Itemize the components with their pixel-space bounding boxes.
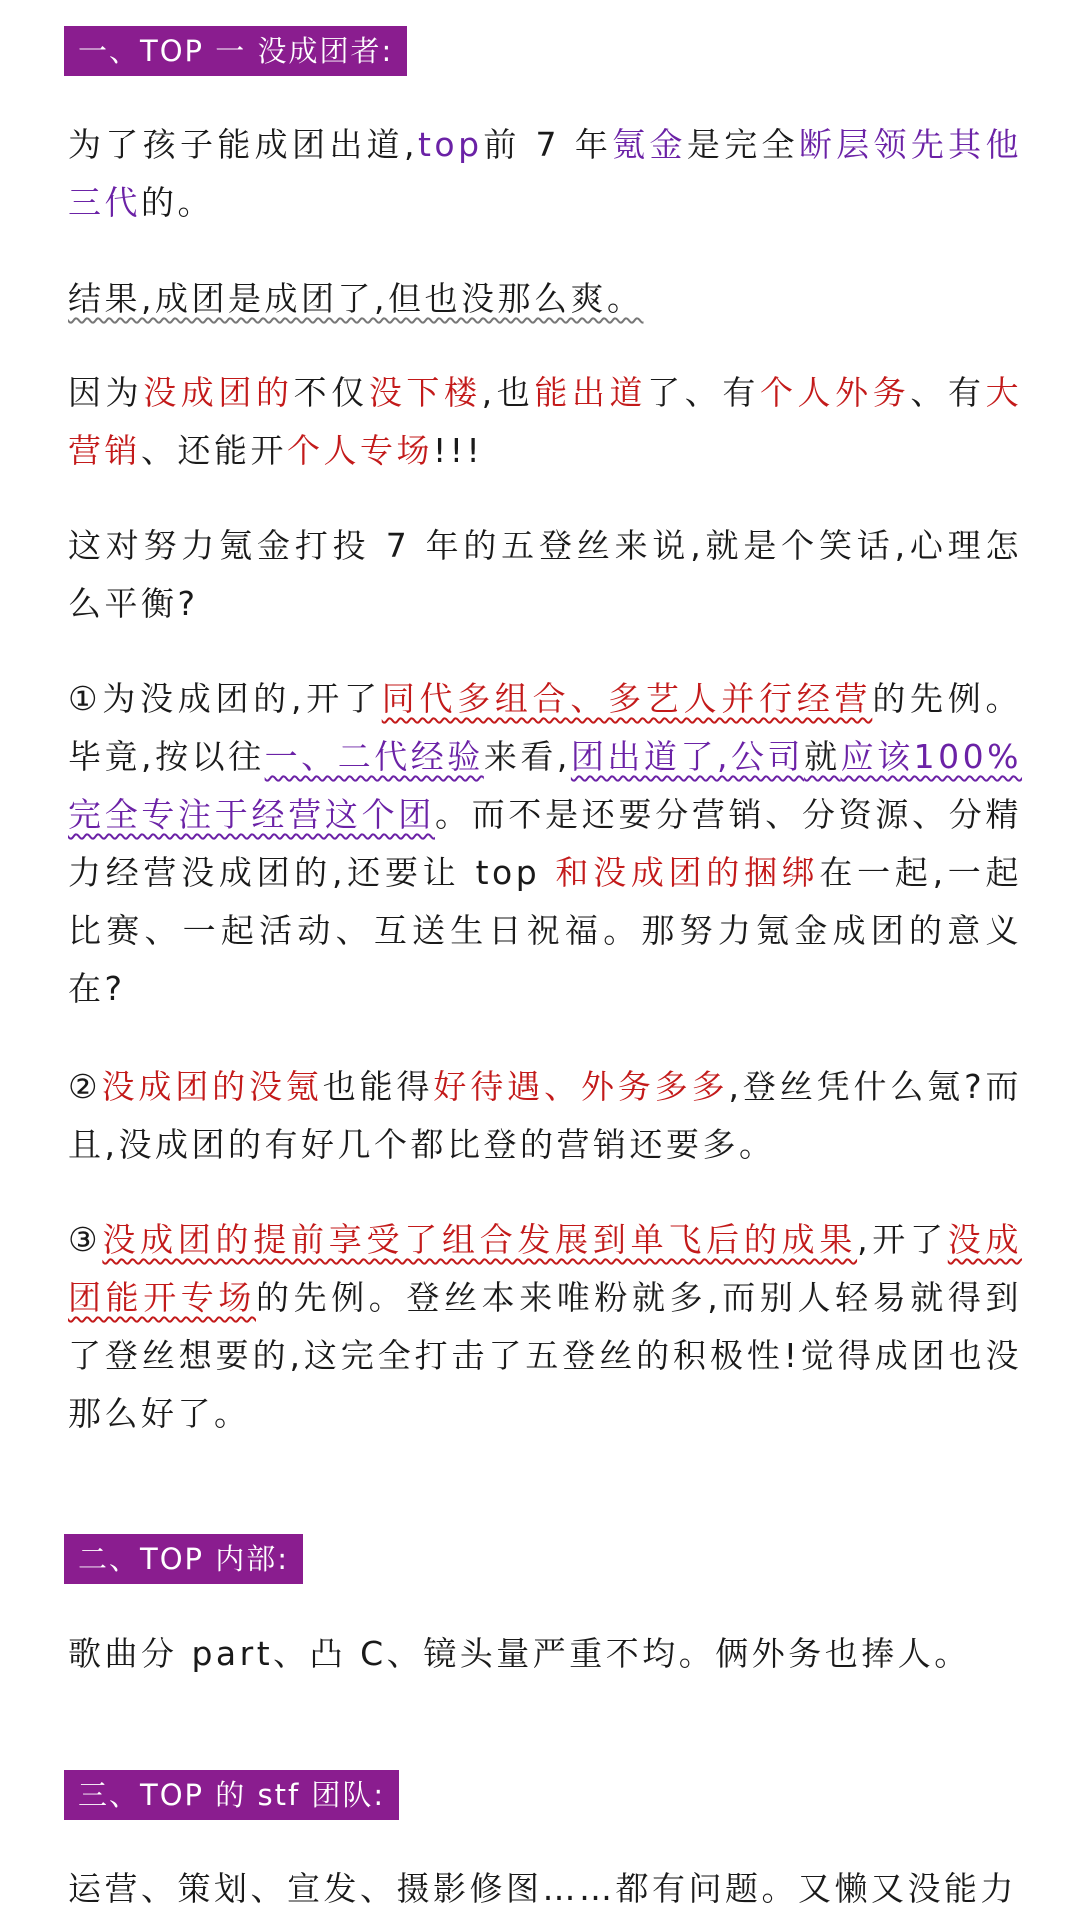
text: 在一起,一起比赛、一起活动、互送生日祝福。那努力氪金成团的意义在? — [68, 853, 1023, 1008]
text: ② — [68, 1067, 102, 1106]
text: 的先例。毕竟,按以往 — [68, 679, 1023, 776]
text-highlight: top — [417, 125, 483, 164]
text-highlight: 氪金 — [612, 125, 687, 164]
text: 为了孩子能成团出道, — [68, 125, 418, 164]
text-highlight: 大营销 — [68, 373, 1023, 470]
text: ③ — [68, 1220, 103, 1259]
text: 了、有 — [647, 373, 760, 412]
paragraph-2 — [68, 270, 1022, 328]
paragraph-9: 运营、策划、宣发、摄影修图……都有问题。又懒又没能力 — [68, 1869, 1017, 1904]
text: ,开了 — [857, 1220, 948, 1259]
text-highlight: 没下楼 — [368, 373, 482, 412]
text: 来看, — [483, 737, 571, 776]
text: 也能得 — [322, 1067, 434, 1106]
text-highlight: 好待遇、外务多多 — [433, 1067, 729, 1106]
text-highlight: 和没成团的捆绑 — [555, 853, 820, 892]
text: 。而不是还要分营销、分资源、分精力经营没成团的,还要让 top — [68, 795, 1022, 892]
text-highlight: 应该100%完全专注于经营这个团 — [68, 737, 1023, 834]
section-header-1: 一、TOP 一 没成团者: — [64, 26, 407, 76]
text: 就 — [804, 737, 841, 776]
text-highlight: 团出道了,公司 — [570, 737, 805, 776]
text: 前 7 年 — [482, 125, 613, 164]
text: !!! — [433, 431, 484, 470]
text-highlight: 断层领先其他三代 — [68, 125, 1023, 222]
paragraph-7 — [68, 1211, 1022, 1443]
text-highlight: 没成团的提前享受了组合发展到单飞后的成果 — [102, 1220, 858, 1259]
text: ①为没成团的,开了 — [68, 679, 382, 718]
text: 、还能开 — [141, 431, 287, 470]
text: ,登丝凭什么氪?而且,没成团的有好几个都比登的营销还要多。 — [68, 1067, 1023, 1164]
paragraph-6 — [68, 1058, 1022, 1174]
text-highlight: 个人专场 — [287, 431, 433, 470]
text-highlight: 能出道 — [534, 373, 648, 412]
paragraph-5 — [68, 670, 1022, 1018]
section-header-2: 二、TOP 内部: — [64, 1534, 303, 1584]
text: 因为 — [68, 373, 144, 412]
text-highlight: 没成团的 — [143, 373, 294, 412]
text-highlight: 同代多组合、多艺人并行经营 — [381, 679, 873, 718]
text: ,也 — [481, 373, 535, 412]
text: 的先例。登丝本来唯粉就多,而别人轻易就得到了登丝想要的,这完全打击了五登丝的积极性!觉得成团也没那么好了。 — [68, 1278, 1022, 1433]
text: 、有 — [910, 373, 986, 412]
text-highlight: 个人外务 — [759, 373, 911, 412]
text: 是完全 — [686, 125, 799, 164]
text-highlight: 没成团能开专场 — [68, 1220, 1023, 1317]
text-highlight: 没成团的没氪 — [101, 1067, 323, 1106]
paragraph-4: 这对努力氪金打投 7 年的五登丝来说,就是个笑话,心理怎么平衡? — [68, 526, 1022, 623]
text: 的。 — [141, 183, 214, 222]
paragraph-1 — [68, 116, 1022, 232]
text-highlight: 一、二代经验 — [264, 737, 484, 776]
paragraph-8: 歌曲分 part、凸 C、镜头量严重不均。俩外务也捧人。 — [68, 1634, 971, 1673]
paragraph-3 — [68, 364, 1022, 480]
section-header-3: 三、TOP 的 stf 团队: — [64, 1770, 399, 1820]
text-underlined: 结果,成团是成团了,但也没那么爽。 — [68, 279, 644, 318]
text: 不仅 — [293, 373, 369, 412]
